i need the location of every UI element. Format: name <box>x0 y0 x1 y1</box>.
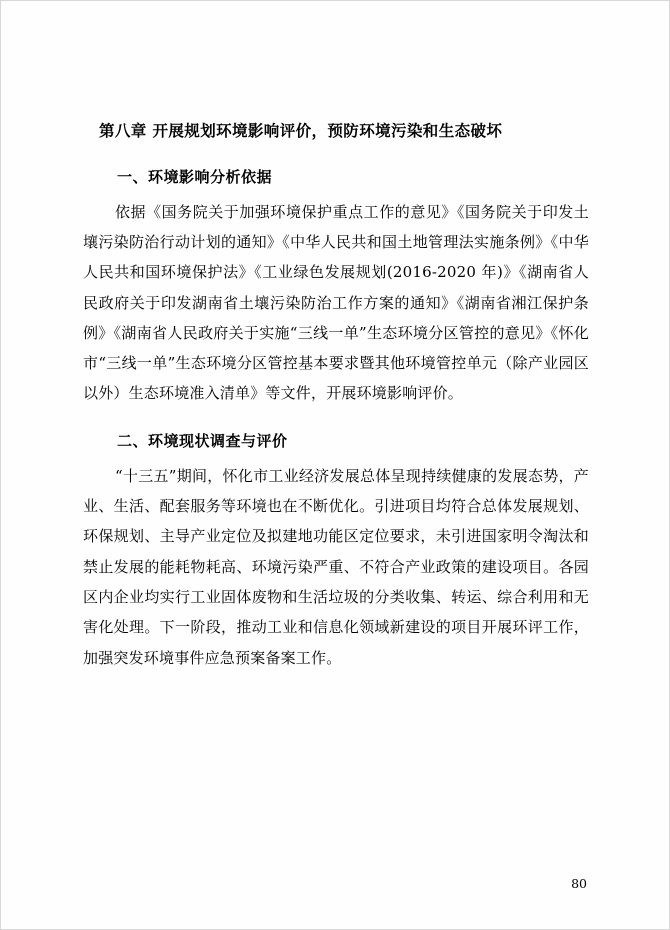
page-number: 80 <box>571 876 587 891</box>
section-heading-1: 一、环境影响分析依据 <box>117 167 273 186</box>
section-paragraph-1: 依据《国务院关于加强环境保护重点工作的意见》《国务院关于印发土壤污染防治行动计划的通知》《中华人民共和国土地管理法实施条例》《中华人民共和国环境保护法》《工业绿色发展规划(2016-2020 年)》《湖南省人民政府关于印发湖南省土壤污染防治工作方案的通知》《湖南省湘江保护条例》《湖南省人民政府关于实施“三线一单”生态环境分区管控的意见》《怀化市“三线一单”生态环境分区管控基本要求暨其他环境管控单元（除产业园区以外）生态环境准入清单》等文件，开展环境影响评价。 <box>83 202 589 403</box>
document-body <box>83 121 589 679</box>
page-title: 第八章 开展规划环境影响评价，预防环境污染和生态破坏 <box>99 122 503 140</box>
section-heading-2: 二、环境现状调查与评价 <box>117 431 288 450</box>
section-paragraph-2: “十三五”期间，怀化市工业经济发展总体呈现持续健康的发展态势，产业、生活、配套服务等环境也在不断优化。引进项目均符合总体发展规划、环保规划、主导产业定位及拟建地功能区定位要求，未引进国家明令淘汰和禁止发展的能耗物耗高、环境污染严重、不符合产业政策的建设项目。各园区内企业均实行工业固体废物和生活垃圾的分类收集、转运、综合利用和无害化处理。下一阶段，推动工业和信息化领域新建设的项目开展环评工作，加强突发环境事件应急预案备案工作。 <box>83 466 589 667</box>
section-spacer <box>83 415 589 429</box>
